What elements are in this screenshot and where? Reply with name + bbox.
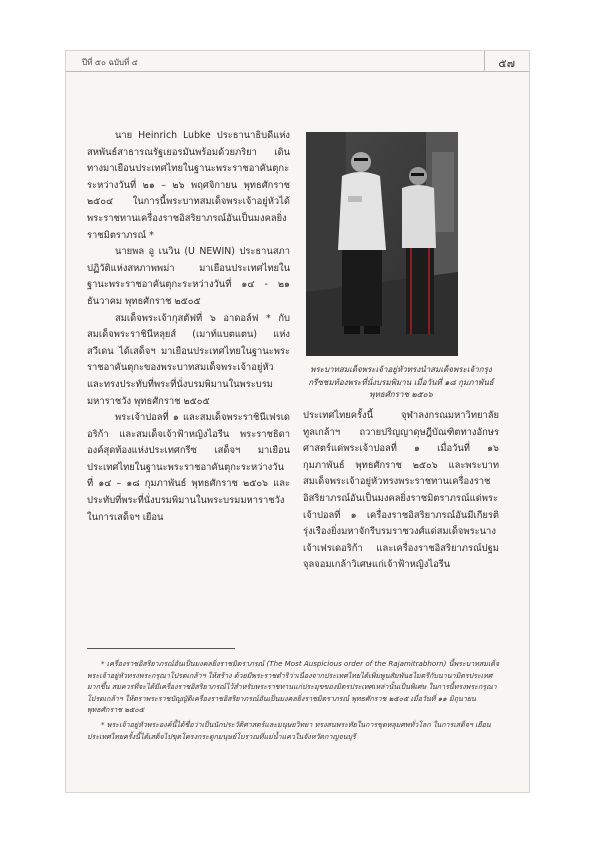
paragraph-sweden: สมเด็จพระเจ้ากุสตัฟที่ ๖ อาดอล์ฟ * กับสมเด็จพระราชินีหลุยส์ (เมาท์แบตแตน) แห่งสวีเดน ได้เสด็จฯ มาเยือนประเทศไทยในฐานะพระราชอาคันตุกะของพระบาทสมเด็จพระเจ้าอยู่หัว และทรงประทับที่พระที่นั่งบรมพิมานในพระบรมมหาราชวัง พุทธศักราช ๒๕๐๕ [87,312,290,407]
left-column [87,128,290,526]
photo-image [306,132,458,356]
paragraph-ne-win: นายพล อู เนวิน (U NEWIN) ประธานสภาปฏิวัติแห่งสหภาพพม่า มาเยือนประเทศไทยในฐานะพระราชอาคันตุกะระหว่างวันที่ ๑๔ - ๒๑ ธันวาคม พุทธศักราช ๒๕๐๕ [87,246,290,307]
paragraph-lubke: นาย Heinrich Lubke ประธานาธิบดีแห่งสหพันธ์สาธารณรัฐเยอรมันพร้อมด้วยภริยา เดินทางมาเยือนประเทศไทยในฐานะพระราชอาคันตุกะระหว่างวันที่ ๒๑ – ๒๖ พฤศจิกายน พุทธศักราช ๒๕๐๔ ในการนี้พระบาทสมเด็จพระเจ้าอยู่หัวได้พระราชทานเครื่องราชอิสริยาภรณ์อันเป็นมงคลยิ่งราชมิตราภรณ์ * [87,130,290,241]
footnote-rajamitrabhorn: * เครื่องราชอิสริยาภรณ์อันเป็นมงคลยิ่งราชมิตราภรณ์ (The Most Auspicious order of the Rajamitrabhorn) นี้พระบาทสมเด็จพระเจ้าอยู่หัวทรงพระกรุณาโปรดเกล้าฯ ให้สร้าง ด้วยมีพระราชดำริว่าเนื่องจากประเทศไทยได้เพิ่มพูนสัมพันธไมตรีกับนานามิตรประเทศมากขึ้น สมควรที่จะได้มีเครื่องราชอิสริยาภรณ์ไว้สำหรับพระราชทานแก่ประมุขของมิตรประเทศเหล่านั้นเป็นพิเศษ ในการนี้ทรงพระกรุณาโปรดเกล้าฯ ให้ตราพระราชบัญญัติเครื่องราชอิสริยาภรณ์อันเป็นมงคลยิ่งราชมิตราภรณ์ พุทธศักราช ๒๕๐๕ เมื่อวันที่ ๑๑ มิถุนายน พุทธศักราช ๒๕๐๕ [87,659,500,715]
footnote-divider [87,648,235,649]
book-page [66,51,529,792]
page-header [66,51,529,72]
right-column [303,408,499,574]
footnotes [87,658,503,745]
issue-label: ปีที่ ๕๐ ฉบับที่ ๔ [82,58,138,67]
paragraph-greece: พระเจ้าปอลที่ ๑ และสมเด็จพระราชินีเฟรเดอริก้า และสมเด็จเจ้าฟ้าหญิงไอรีน พระราชธิดาองค์สุดท้องแห่งประเทศกรีซ เสด็จฯ มาเยือนประเทศไทยในฐานะพระราชอาคันตุกะระหว่างวันที่ ๑๔ – ๑๘ กุมภาพันธ์ พุทธศักราช ๒๕๐๖ และประทับที่พระที่นั่งบรมพิมานในพระบรมมหาราชวัง ในการเสด็จฯ เยือน [87,412,290,523]
photo-caption: พระบาทสมเด็จพระเจ้าอยู่หัวทรงนำสมเด็จพระเจ้ากรุงกรีซชมท้องพระที่นั่งบรมพิมาน เมื่อวันที่ ๑๘ กุมภาพันธ์ พุทธศักราช ๒๕๐๖ [308,365,494,399]
paragraph-continued: ประเทศไทยครั้งนี้ จุฬาลงกรณมหาวิทยาลัยทูลเกล้าฯ ถวายปริญญาดุษฎีบัณฑิตทางอักษรศาสตร์แด่พระเจ้าปอลที่ ๑ เมื่อวันที่ ๑๖ กุมภาพันธ์ พุทธศักราช ๒๕๐๖ และพระบาทสมเด็จพระเจ้าอยู่หัวทรงพระราชทานเครื่องราชอิสริยาภรณ์อันเป็นมงคลยิ่งราชมิตราภรณ์แด่พระเจ้าปอลที่ ๑ เครื่องราชอิสริยาภรณ์อันมีเกียรติรุ่งเรืองยิ่งมหาจักรีบรมราชวงศ์แด่สมเด็จพระนางเจ้าเฟรเดอริก้า และเครื่องราชอิสริยาภรณ์ปฐมจุลจอมเกล้าวิเศษแก่เจ้าฟ้าหญิงไอรีน [303,410,499,571]
footnote-gustaf: * พระเจ้าอยู่หัวพระองค์นี้ได้ชื่อว่าเป็นนักประวัติศาสตร์และมนุษยวิทยา ทรงสนพระทัยในการขุดหลุมศพทั่วโลก ในการเสด็จฯ เยือนประเทศไทยครั้งนี้ได้เสด็จไปขุดโครงกระดูกมนุษย์โบราณที่แม่น้ำแควในจังหวัดกาญจนบุรี [87,719,491,741]
page-number: ๕๗ [498,57,515,70]
historical-photo [306,132,458,356]
header-divider [484,51,485,71]
